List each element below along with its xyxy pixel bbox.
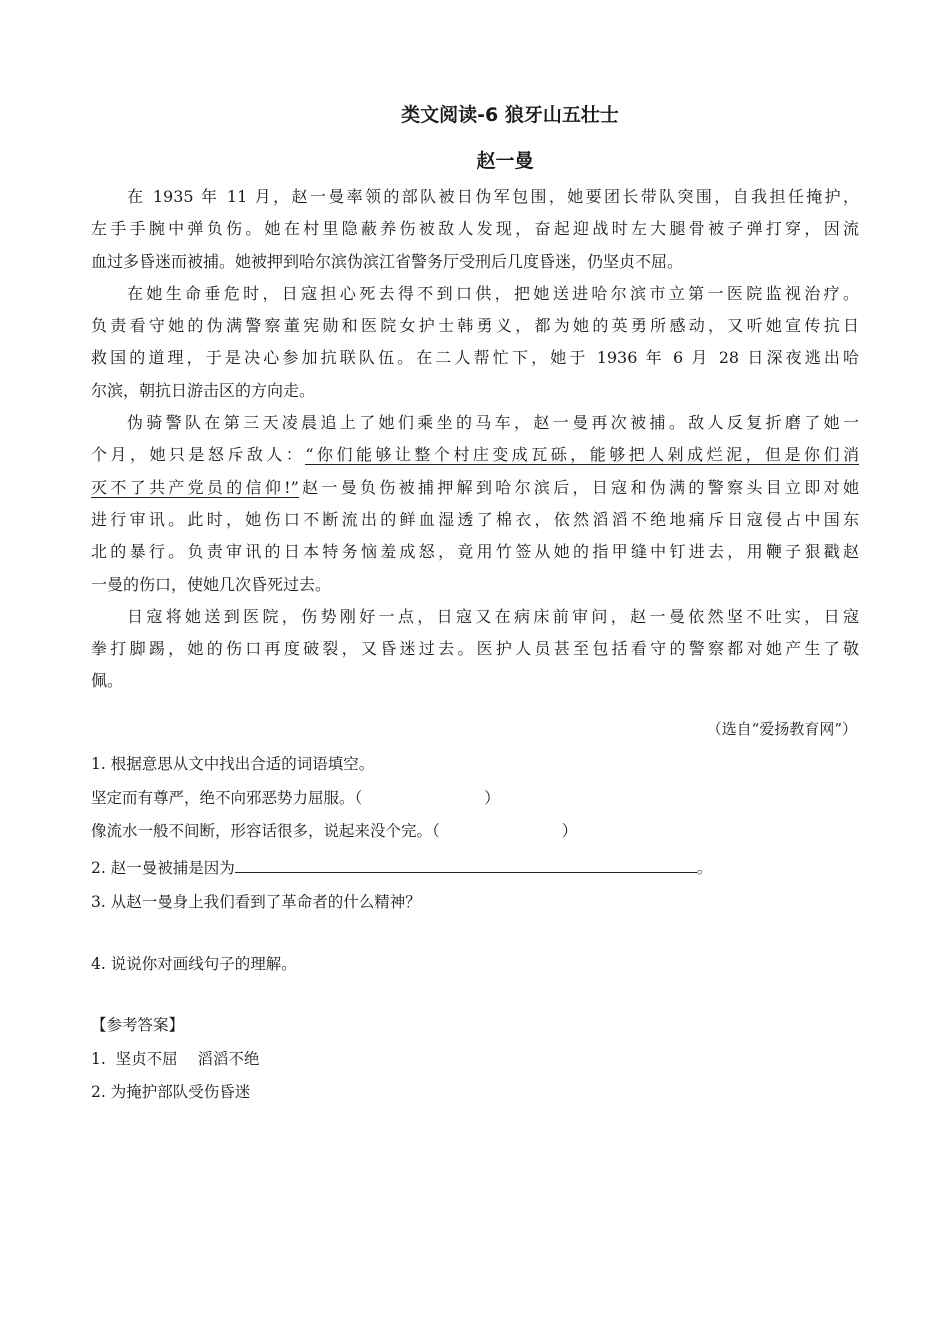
question-2 <box>91 854 712 882</box>
question-4: 4. 说说你对画线句子的理解。 <box>91 955 297 973</box>
para3-line: 北的暴行。负责审讯的日本特务恼羞成怒，竟用竹签从她的指甲缝中钉进去，用鞭子狠戳赵 <box>91 542 859 562</box>
paren-close: ） <box>484 789 500 807</box>
paren-close: ） <box>561 822 578 840</box>
article-body <box>91 181 859 698</box>
para3-line <box>91 439 859 471</box>
para4-line: 佩。 <box>91 671 124 691</box>
question-2-end: 。 <box>696 859 713 877</box>
question-1b-text: 像流水一般不间断，形容话很多，说起来没个完。（ <box>91 822 440 840</box>
para3-line: 一曼的伤口，使她几次昏死过去。 <box>91 574 332 594</box>
question-1b <box>91 817 577 845</box>
para2-line: 负责看守她的伪满警察董宪勋和医院女护士韩勇义，都为她的英勇所感动，又听她宣传抗日 <box>91 316 859 336</box>
question-3: 3. 从赵一曼身上我们看到了革命者的什么精神？ <box>91 893 421 911</box>
para3-line: 伪骑警队在第三天凌晨追上了她们乘坐的马车，赵一曼再次被捕。敌人反复折磨了她一 <box>127 413 859 433</box>
para4-line: 日寇将她送到医院，伤势刚好一点，日寇又在病床前审问，赵一曼依然坚不吐实，日寇 <box>127 606 859 626</box>
para1-line: 在 1935 年 11 月，赵一曼率领的部队被日伪军包围，她要团长带队突围，自我担任掩护， <box>127 187 859 206</box>
answer-line[interactable] <box>235 854 697 873</box>
source-note: （选自“爱扬教育网”） <box>706 720 857 738</box>
para3-line <box>91 472 859 504</box>
para2-line: 在她生命垂危时，日寇担心死去得不到口供，把她送进哈尔滨市立第一医院监视治疗。 <box>127 283 859 303</box>
answers-heading: 【参考答案】 <box>91 1016 185 1034</box>
para1-line: 血过多昏迷而被捕。她被押到哈尔滨伪滨江省警务厅受刑后几度昏迷，仍坚贞不屈。 <box>91 251 684 271</box>
question-2-text: 2. 赵一曼被捕是因为 <box>91 859 235 877</box>
para2-line: 尔滨，朝抗日游击区的方向走。 <box>91 380 316 400</box>
para2-line: 救国的道理，于是决心参加抗联队伍。在二人帮忙下，她于 1936 年 6 月 28 日深夜逃出哈 <box>91 348 859 368</box>
question-1: 1. 根据意思从文中找出合适的词语填空。 <box>91 755 375 773</box>
para3-text: 个月，她只是怒斥敌人： <box>91 445 306 465</box>
question-1a-text: 坚定而有尊严，绝不向邪恶势力屈服。（ <box>91 789 363 807</box>
para3-line: 进行审讯。此时，她伤口不断流出的鲜血湿透了棉衣，依然滔滔不绝地痛斥日寇侵占中国东 <box>91 509 859 529</box>
question-1a <box>91 784 500 812</box>
answer-1: 1. 坚贞不屈 滔滔不绝 <box>91 1050 260 1068</box>
para1-line: 左手手腕中弹负伤。她在村里隐蔽养伤被敌人发现，奋起迎战时左大腿骨被子弹打穿，因流 <box>91 219 859 239</box>
para3-text: 赵一曼负伤被捕押解到哈尔滨后，日寇和伪满的警察头目立即对她 <box>298 477 859 497</box>
article-author: 赵一曼 <box>476 150 534 172</box>
answer-2: 2. 为掩护部队受伤昏迷 <box>91 1083 251 1101</box>
underlined-sentence: 灭不了共产党员的信仰!” <box>91 477 299 497</box>
underlined-sentence: “你们能够让整个村庄变成瓦砾，能够把人剁成烂泥，但是你们消 <box>305 445 859 465</box>
page-title: 类文阅读-6 狼牙山五壮士 <box>401 104 619 126</box>
para4-line: 拳打脚踢，她的伤口再度破裂，又昏迷过去。医护人员甚至包括看守的警察都对她产生了敬 <box>91 639 859 659</box>
